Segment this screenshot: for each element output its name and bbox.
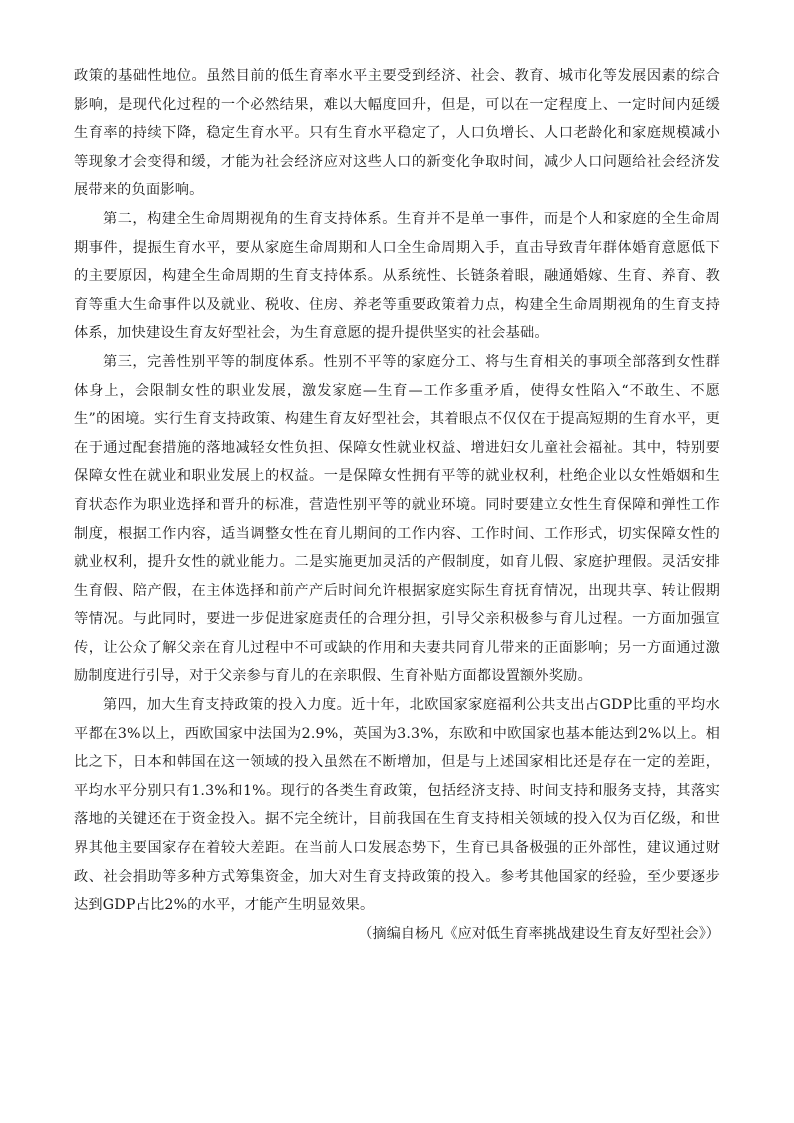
paragraph-1: 政策的基础性地位。虽然目前的低生育率水平主要受到经济、社会、教育、城市化等发展因素的综合影响，是现代化过程的一个必然结果，难以大幅度回升，但是，可以在一定程度上、一定时间内延缓生育率的持续下降，稳定生育水平。只有生育水平稳定了，人口负增长、人口老龄化和家庭规模减小等现象才会变得和缓，才能为社会经济应对这些人口的新变化争取时间，减少人口问题给社会经济发展带来的负面影响。 xyxy=(74,68,720,199)
paragraph-4: 第四，加大生育支持政策的投入力度。近十年，北欧国家家庭福利公共支出占GDP比重的平均水平都在3%以上，西欧国家中法国为2.9%，英国为3.3%，东欧和中欧国家也基本能达到2%以上。相比之下，日本和韩国在这一领域的投入虽然在不断增加，但是与上述国家相比还是存在一定的差距，平均水平分别只有1.3%和1%。现行的各类生育政策，包括经济支持、时间支持和服务支持，其落实落地的关键还在于资金投入。据不完全统计，目前我国在生育支持相关领域的投入仅为百亿级，和世界其他主要国家存在着较大差距。在当前人口发展态势下，生育已具备极强的正外部性，建议通过财政、社会捐助等多种方式筹集资金，加大对生育支持政策的投入。参考其他国家的经验，至少要逐步达到GDP占比2%的水平，才能产生明显效果。 xyxy=(74,697,720,914)
paragraph-3: 第三，完善性别平等的制度体系。性别不平等的家庭分工、将与生育相关的事项全部落到女性群体身上，会限制女性的职业发展，激发家庭—生育—工作多重矛盾，使得女性陷入“不敢生、不愿生”的困境。实行生育支持政策、构建生育友好型社会，其着眼点不仅仅在于提高短期的生育水平，更在于通过配套措施的落地减轻女性负担、保障女性就业权益、增进妇女儿童社会福祉。其中，特别要保障女性在就业和职业发展上的权益。一是保障女性拥有平等的就业权利，杜绝企业以女性婚姻和生育状态作为职业选择和晋升的标准，营造性别平等的就业环境。同时要建立女性生育保障和弹性工作制度，根据工作内容，适当调整女性在育儿期间的工作内容、工作时间、工作形式，切实保障女性的就业权利，提升女性的就业能力。二是实施更加灵活的产假制度，如育儿假、家庭护理假。灵活安排生育假、陪产假，在主体选择和前产产后时间允许根据家庭实际生育抚育情况，出现共享、转让假期等情况。与此同时，要进一步促进家庭责任的合理分担，引导父亲积极参与育儿过程。一方面加强宣传，让公众了解父亲在育儿过程中不可或缺的作用和夫妻共同育儿带来的正面影响；另一方面通过激励制度进行引导，对于父亲参与育儿的在亲职假、生育补贴方面都设置额外奖励。 xyxy=(74,353,720,685)
source-citation: （摘编自杨凡《应对低生育率挑战建设生育友好型社会》） xyxy=(358,925,720,942)
paragraph-2: 第二，构建全生命周期视角的生育支持体系。生育并不是单一事件，而是个人和家庭的全生命周期事件，提振生育水平，要从家庭生命周期和人口全生命周期入手，直击导致青年群体婚育意愿低下的主要原因，构建全生命周期的生育支持体系。从系统性、长链条着眼，融通婚嫁、生育、养育、教育等重大生命事件以及就业、税收、住房、养老等重要政策着力点，构建全生命周期视角的生育支持体系，加快建设生育友好型社会，为生育意愿的提升提供坚实的社会基础。 xyxy=(74,210,720,342)
document-page xyxy=(74,62,720,948)
